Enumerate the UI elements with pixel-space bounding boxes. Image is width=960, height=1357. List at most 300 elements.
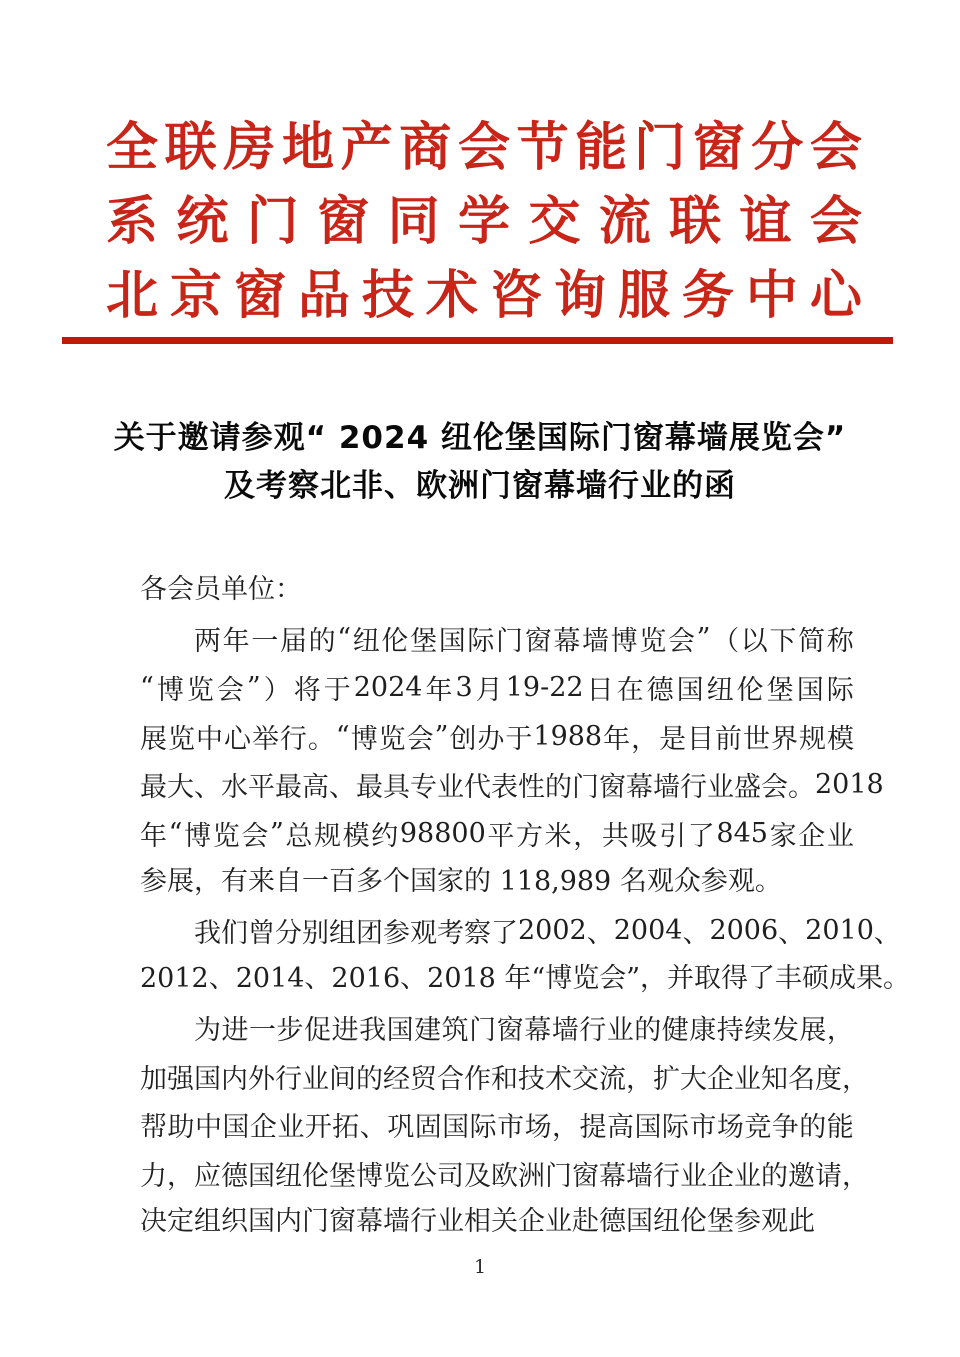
- body-token: 际: [469, 1112, 497, 1144]
- body-token: 2024: [353, 671, 423, 703]
- body-token: ”: [246, 671, 261, 703]
- body-token: ，: [573, 820, 601, 852]
- letterhead-line: [106, 253, 862, 327]
- body-token: 考: [437, 917, 464, 949]
- body-token: 、: [194, 772, 221, 804]
- body-token: 年: [425, 674, 453, 706]
- body-token: 技: [518, 1063, 545, 1095]
- body-token: 行: [680, 772, 707, 804]
- body-token: 企: [798, 820, 826, 852]
- body-token: 幕: [599, 1160, 626, 1192]
- body-token: 筑: [441, 1015, 469, 1047]
- body-token: 们: [221, 917, 248, 949]
- body-token: 览: [212, 820, 240, 852]
- body-token: 堡: [329, 1160, 356, 1192]
- body-token: 行: [279, 723, 307, 755]
- body-token: 办: [477, 723, 505, 755]
- body-token: 高: [302, 772, 329, 804]
- letterhead-char: 门: [633, 116, 686, 178]
- body-token: 目: [687, 723, 715, 755]
- body-token: 我: [194, 917, 221, 949]
- body-line: [140, 1101, 854, 1150]
- body-token: 国: [438, 626, 466, 658]
- body-token: 加: [140, 1063, 167, 1095]
- body-token: 场: [716, 1112, 744, 1144]
- body-token: 业: [734, 1063, 761, 1095]
- body-token: 墙: [551, 1015, 579, 1047]
- body-token: 请: [815, 1160, 842, 1192]
- body-line: [140, 615, 854, 664]
- body-token: 门: [469, 1015, 497, 1047]
- body-token: 是: [659, 723, 687, 755]
- body-token: 会: [241, 820, 269, 852]
- document-body: [140, 566, 911, 1246]
- body-token: 能: [826, 1112, 854, 1144]
- body-token: ，: [626, 1063, 653, 1095]
- body-token: 845: [716, 817, 768, 849]
- body-token: 内: [221, 1063, 248, 1095]
- body-token: 博: [610, 626, 638, 658]
- body-token: 场: [524, 1112, 552, 1144]
- body-token: 术: [545, 1063, 572, 1095]
- body-token: 门: [545, 1160, 572, 1192]
- body-token: 团: [356, 917, 383, 949]
- letterhead-char: 会: [809, 116, 862, 178]
- body-token: 性: [518, 772, 545, 804]
- body-token: 我: [359, 1015, 387, 1047]
- body-line: 决定组织国内门窗幕墙行业相关企业赴德国纽伦堡参观此: [140, 1205, 815, 1237]
- body-token: 览: [383, 1160, 410, 1192]
- body-token: 幕: [524, 1015, 552, 1047]
- body-token: 在: [616, 674, 644, 706]
- body-token: 应: [194, 1160, 221, 1192]
- body-token: 月: [475, 674, 503, 706]
- letterhead-char: 全: [106, 116, 159, 178]
- body-token: 日: [586, 674, 614, 706]
- body-token: （: [712, 626, 740, 658]
- letterhead-char: 窗: [317, 190, 370, 252]
- body-token: 大: [167, 772, 194, 804]
- letterhead-char: 心: [809, 264, 862, 326]
- body-token: 。: [788, 772, 815, 804]
- body-token: 际: [467, 626, 495, 658]
- body-token: 间: [329, 1063, 356, 1095]
- body-token: 察: [464, 917, 491, 949]
- body-line: 参展，有来自一百多个国家的 118,989 名观众参观。: [140, 865, 782, 897]
- body-token: 国: [442, 1112, 470, 1144]
- body-token: 墙: [582, 626, 609, 658]
- body-token: 窗: [496, 1015, 524, 1047]
- body-token: 作: [464, 1063, 491, 1095]
- body-token: ）: [263, 674, 291, 706]
- body-token: 助: [167, 1112, 195, 1144]
- body-token: 将: [293, 674, 321, 706]
- body-token: 98800: [399, 817, 486, 849]
- body-token: 展: [140, 723, 167, 755]
- body-token: 览: [186, 674, 214, 706]
- letterhead-char: 系: [106, 190, 159, 252]
- body-token: 司: [437, 1160, 464, 1192]
- body-token: ，: [842, 1160, 869, 1192]
- body-token: 力: [140, 1160, 167, 1192]
- body-token: 墙: [626, 1160, 653, 1192]
- body-token: 欧: [491, 1160, 518, 1192]
- body-line: [140, 1149, 869, 1198]
- letterhead-char: 能: [575, 116, 628, 178]
- body-token: 门: [572, 772, 599, 804]
- body-token: 企: [707, 1160, 734, 1192]
- letterhead-char: 会: [809, 190, 862, 252]
- body-token: 促: [304, 1015, 332, 1047]
- body-token: 盛: [734, 772, 761, 804]
- letterhead-char: 询: [553, 264, 606, 326]
- body-token: 中: [194, 1112, 222, 1144]
- body-token: 吸: [630, 820, 658, 852]
- body-token: 市: [497, 1112, 525, 1144]
- letterhead-char: 房: [223, 116, 276, 178]
- body-token: 高: [606, 1112, 634, 1144]
- body-token: 固: [414, 1112, 442, 1144]
- letterhead-char: 技: [361, 264, 414, 326]
- body-token: 贸: [410, 1063, 437, 1095]
- body-token: 德: [646, 674, 674, 706]
- body-token: 幕: [626, 772, 653, 804]
- body-token: 业: [707, 772, 734, 804]
- body-token: 举: [251, 723, 279, 755]
- body-token: 进: [221, 1015, 249, 1047]
- body-token: 两: [194, 626, 221, 658]
- body-token: 专: [410, 772, 437, 804]
- body-token: 进: [331, 1015, 359, 1047]
- body-token: 业: [734, 1160, 761, 1192]
- body-token: 流: [599, 1063, 626, 1095]
- letterhead-char: 地: [281, 116, 334, 178]
- body-token: 博: [356, 1160, 383, 1192]
- body-token: 2010: [805, 914, 874, 946]
- body-token: 窗: [524, 626, 552, 658]
- letterhead-char: 统: [176, 190, 229, 252]
- body-token: 模: [826, 723, 854, 755]
- body-token: 邀: [788, 1160, 815, 1192]
- body-token: 帮: [140, 1112, 167, 1144]
- letterhead-char: 窗: [692, 116, 745, 178]
- body-token: 览: [167, 723, 195, 755]
- body-token: 平: [248, 772, 275, 804]
- body-line: [140, 906, 901, 955]
- body-token: 洲: [518, 1160, 545, 1192]
- body-token: 2002: [518, 914, 587, 946]
- title-line-2: 及考察北非、欧洲门窗幕墙行业的函: [224, 468, 736, 504]
- body-token: 竞: [744, 1112, 772, 1144]
- letterhead-line: [106, 179, 862, 253]
- body-token: 的: [634, 1015, 662, 1047]
- body-token: 行: [653, 1160, 680, 1192]
- body-token: 国: [386, 1015, 414, 1047]
- letterhead-char: 中: [745, 264, 798, 326]
- body-token: 开: [304, 1112, 332, 1144]
- letterhead-char: 务: [681, 264, 734, 326]
- letterhead-char: 联: [669, 190, 722, 252]
- body-token: 德: [221, 1160, 248, 1192]
- body-token: 大: [680, 1063, 707, 1095]
- body-token: 、: [329, 772, 356, 804]
- body-token: 共: [601, 820, 629, 852]
- body-token: 窗: [572, 1160, 599, 1192]
- body-token: 度: [815, 1063, 842, 1095]
- body-token: 扩: [653, 1063, 680, 1095]
- body-token: 年: [222, 626, 250, 658]
- body-token: ，: [826, 1015, 854, 1047]
- body-line: [140, 809, 854, 858]
- body-token: 企: [707, 1063, 734, 1095]
- body-token: 一: [249, 1015, 277, 1047]
- body-token: 于: [505, 723, 533, 755]
- body-token: 规: [314, 820, 341, 852]
- body-token: 以: [740, 626, 768, 658]
- body-token: 建: [414, 1015, 442, 1047]
- body-token: 、: [359, 1112, 387, 1144]
- body-token: 强: [167, 1063, 194, 1095]
- body-token: 会: [761, 772, 788, 804]
- body-token: 最: [140, 772, 167, 804]
- body-token: 、: [873, 917, 901, 949]
- body-token: ，: [631, 723, 659, 755]
- letterhead-char: 联: [164, 116, 217, 178]
- body-token: 幕: [553, 626, 581, 658]
- body-token: 国: [222, 1112, 250, 1144]
- body-token: 拓: [332, 1112, 360, 1144]
- body-token: 博: [156, 674, 184, 706]
- body-token: 外: [248, 1063, 275, 1095]
- body-token: 分: [275, 917, 302, 949]
- letterhead-char: 学: [457, 190, 510, 252]
- body-token: 了: [491, 917, 518, 949]
- letterhead-char: 谊: [739, 190, 792, 252]
- body-token: 于: [323, 674, 351, 706]
- body-token: 业: [437, 772, 464, 804]
- letterhead-char: 窗: [233, 264, 286, 326]
- body-token: “: [335, 720, 350, 752]
- body-token: 业: [606, 1015, 634, 1047]
- body-token: 企: [249, 1112, 277, 1144]
- body-token: 会: [667, 626, 695, 658]
- body-token: 界: [771, 723, 798, 755]
- body-token: “: [168, 817, 183, 849]
- letterhead-char: 会: [457, 116, 510, 178]
- title-line-1: 关于邀请参观“ 2024 纽伦堡国际门窗幕墙展览会”: [113, 420, 847, 456]
- body-token: 国: [248, 1160, 275, 1192]
- body-token: 门: [496, 626, 524, 658]
- letterhead-char: 咨: [489, 264, 542, 326]
- body-token: 3: [455, 671, 473, 703]
- body-token: 会: [406, 723, 434, 755]
- body-token: “: [140, 671, 154, 703]
- body-token: 公: [410, 1160, 437, 1192]
- body-token: 纽: [352, 626, 380, 658]
- letterhead-char: 产: [340, 116, 393, 178]
- body-token: 堡: [766, 674, 794, 706]
- body-token: 步: [276, 1015, 304, 1047]
- body-token: 提: [579, 1112, 607, 1144]
- body-token: 及: [464, 1160, 491, 1192]
- letterhead-char: 交: [528, 190, 581, 252]
- body-line: [140, 663, 854, 712]
- letterhead-char: 京: [169, 264, 222, 326]
- body-token: 平: [487, 820, 515, 852]
- body-token: 会: [216, 674, 244, 706]
- body-token: 创: [449, 723, 477, 755]
- body-token: 和: [491, 1063, 518, 1095]
- body-token: 行: [579, 1015, 607, 1047]
- letterhead-char: 北: [106, 264, 159, 326]
- body-token: 为: [194, 1015, 221, 1047]
- page-number: 1: [473, 1256, 487, 1278]
- body-token: ”: [269, 817, 284, 849]
- body-token: 伦: [302, 1160, 329, 1192]
- body-token: 简: [798, 626, 826, 658]
- letterhead-char: 分: [751, 116, 804, 178]
- body-token: 续: [744, 1015, 772, 1047]
- body-token: 持: [716, 1015, 744, 1047]
- body-token: 纽: [275, 1160, 302, 1192]
- body-token: 业: [302, 1063, 329, 1095]
- body-token: 巩: [387, 1112, 415, 1144]
- body-token: 名: [788, 1063, 815, 1095]
- body-token: 览: [639, 626, 667, 658]
- body-token: 伦: [381, 626, 409, 658]
- body-token: 组: [329, 917, 356, 949]
- body-token: ”: [434, 720, 449, 752]
- body-token: 心: [223, 723, 251, 755]
- body-token: 博: [184, 820, 212, 852]
- body-line: [140, 712, 854, 761]
- letterhead-char: 品: [297, 264, 350, 326]
- body-token: 健: [661, 1015, 689, 1047]
- body-token: 际: [826, 674, 854, 706]
- document-title: [0, 414, 960, 510]
- body-token: 2018: [815, 769, 884, 801]
- body-token: 最: [275, 772, 302, 804]
- body-token: 米: [544, 820, 572, 852]
- letterhead-line: [106, 105, 862, 179]
- body-token: 下: [769, 626, 797, 658]
- body-token: 总: [285, 820, 313, 852]
- body-token: ”: [696, 623, 711, 655]
- body-token: 约: [371, 820, 399, 852]
- body-token: 际: [661, 1112, 689, 1144]
- body-token: 知: [761, 1063, 788, 1095]
- body-token: 19-22: [505, 671, 584, 703]
- body-token: 1988: [533, 720, 603, 752]
- body-token: 窗: [599, 772, 626, 804]
- body-token: 了: [687, 820, 715, 852]
- body-line: 各会员单位：: [140, 574, 302, 605]
- body-token: 墙: [653, 772, 680, 804]
- body-token: 交: [572, 1063, 599, 1095]
- body-token: 届: [279, 626, 307, 658]
- body-token: 康: [689, 1015, 717, 1047]
- body-token: 市: [689, 1112, 717, 1144]
- body-token: 观: [410, 917, 437, 949]
- body-token: 国: [796, 674, 824, 706]
- body-token: 、: [778, 917, 806, 949]
- body-token: 的: [356, 1063, 383, 1095]
- body-token: 堡: [410, 626, 438, 658]
- body-token: “: [337, 623, 352, 655]
- body-token: 2004: [613, 914, 683, 946]
- body-token: ，: [842, 1063, 869, 1095]
- body-token: 博: [350, 723, 378, 755]
- body-token: 表: [491, 772, 518, 804]
- body-token: 发: [771, 1015, 799, 1047]
- body-token: 模: [342, 820, 370, 852]
- body-token: 年: [603, 723, 631, 755]
- body-token: 2006: [709, 914, 779, 946]
- body-token: 别: [302, 917, 329, 949]
- letterhead-char: 服: [617, 264, 670, 326]
- body-token: 前: [715, 723, 743, 755]
- body-line: 2012、2014、2016、2018 年“博览会”，并取得了丰硕成果。: [140, 962, 911, 994]
- letterhead-char: 节: [516, 116, 569, 178]
- letterhead-char: 同: [387, 190, 440, 252]
- body-token: 具: [383, 772, 410, 804]
- body-token: 方: [516, 820, 544, 852]
- body-token: 引: [659, 820, 687, 852]
- body-token: 水: [221, 772, 248, 804]
- body-token: 称: [826, 626, 854, 658]
- body-token: ，: [552, 1112, 580, 1144]
- body-line: [140, 1052, 869, 1101]
- body-token: 年: [140, 820, 167, 852]
- body-token: 国: [634, 1112, 662, 1144]
- body-token: 合: [437, 1063, 464, 1095]
- body-token: 的: [545, 772, 572, 804]
- body-token: 行: [275, 1063, 302, 1095]
- letterhead-char: 流: [598, 190, 651, 252]
- body-token: 国: [676, 674, 704, 706]
- body-token: 代: [464, 772, 491, 804]
- body-token: 业: [826, 820, 854, 852]
- body-token: 的: [761, 1160, 788, 1192]
- body-token: 参: [383, 917, 410, 949]
- body-token: 展: [799, 1015, 827, 1047]
- body-token: 览: [378, 723, 406, 755]
- letterhead: [106, 105, 862, 327]
- body-token: 规: [798, 723, 826, 755]
- body-token: 争: [771, 1112, 799, 1144]
- body-token: 一: [251, 626, 279, 658]
- body-token: 、: [586, 917, 614, 949]
- red-divider-line: [62, 337, 893, 344]
- body-token: 、: [682, 917, 710, 949]
- body-token: 中: [195, 723, 223, 755]
- body-token: 世: [743, 723, 771, 755]
- body-token: 业: [680, 1160, 707, 1192]
- body-token: 曾: [248, 917, 275, 949]
- body-token: 。: [307, 723, 335, 755]
- body-token: 的: [799, 1112, 827, 1144]
- body-line: [140, 1003, 854, 1052]
- body-token: 业: [277, 1112, 305, 1144]
- body-token: 经: [383, 1063, 410, 1095]
- letterhead-char: 商: [399, 116, 452, 178]
- letterhead-char: 门: [246, 190, 299, 252]
- body-token: 的: [308, 626, 336, 658]
- body-token: ，: [167, 1160, 194, 1192]
- body-token: 最: [356, 772, 383, 804]
- body-token: 纽: [706, 674, 734, 706]
- body-token: 家: [769, 820, 797, 852]
